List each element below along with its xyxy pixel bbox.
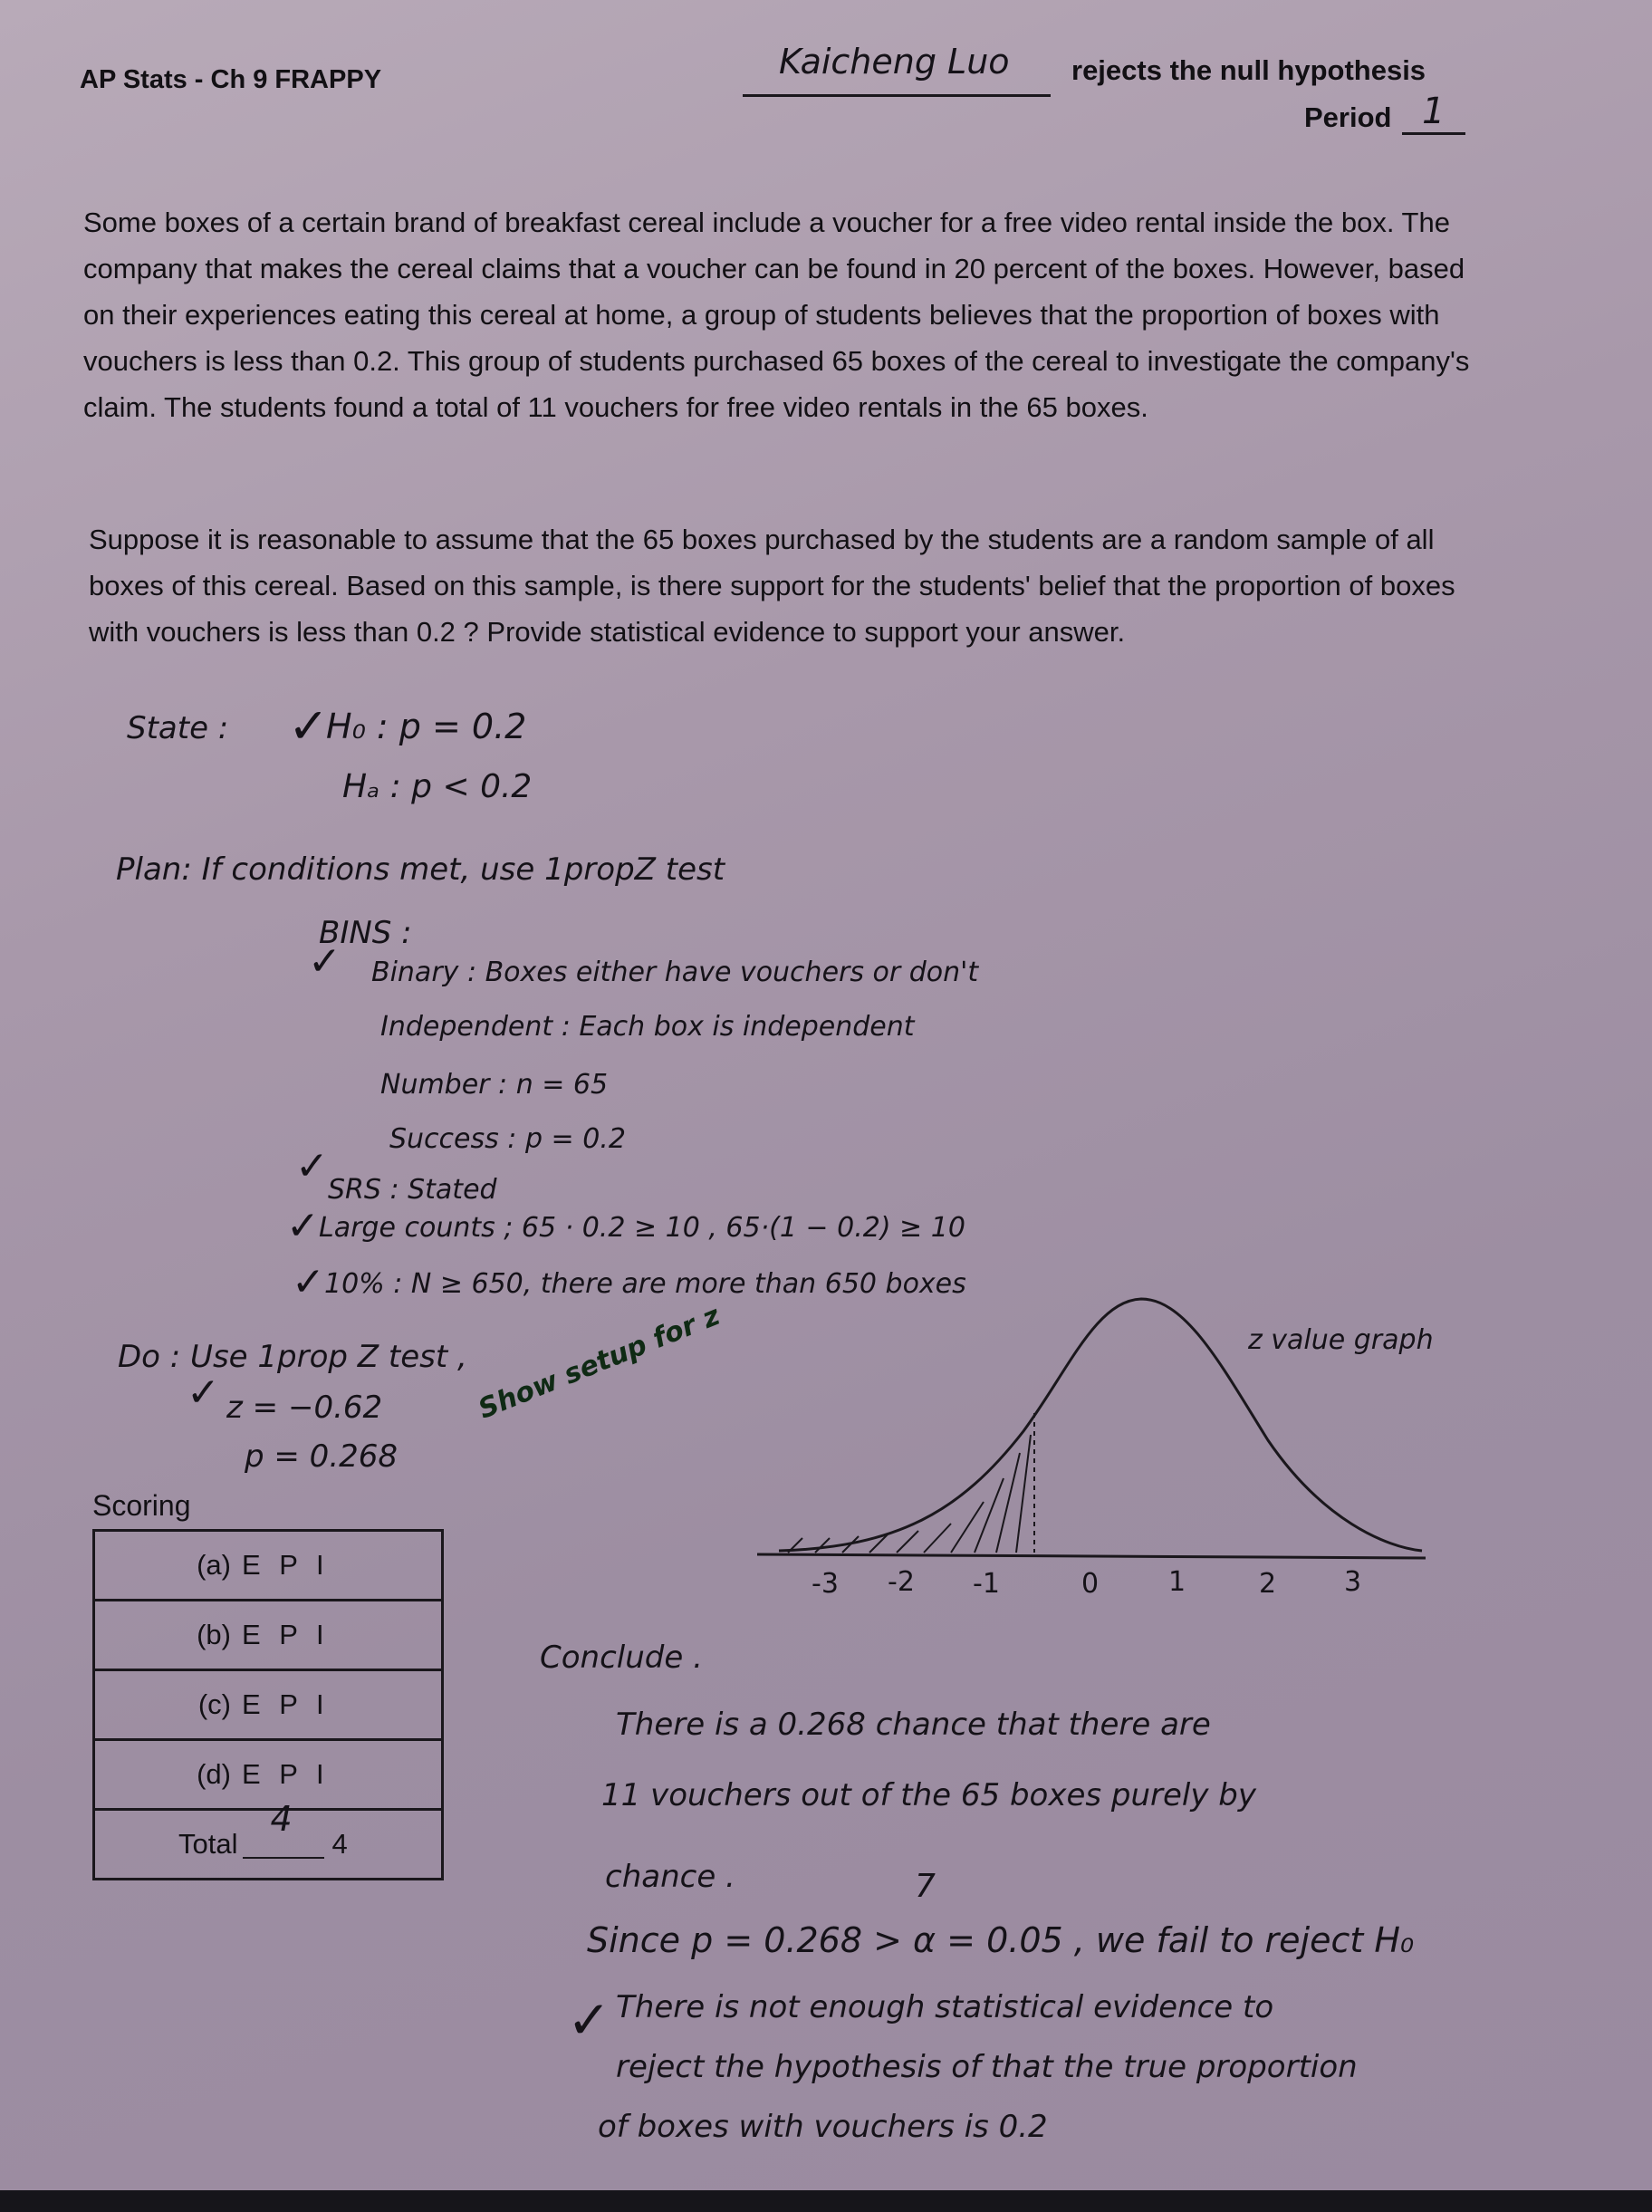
checkmark-icon: ✓ <box>288 697 330 755</box>
student-name: Kaicheng Luo <box>779 42 1010 82</box>
tick-label: 1 <box>1168 1566 1186 1594</box>
checkmark-icon: ✓ <box>286 1203 320 1249</box>
conclusion-line-1: There is a 0.268 chance that there are <box>616 1707 1211 1743</box>
axis-tick-labels <box>812 1566 1361 1594</box>
tick-label: -2 <box>888 1566 915 1594</box>
plan-line: Plan: If conditions met, use 1propZ test <box>116 851 725 888</box>
period-underline <box>1402 132 1465 135</box>
checkmark-icon: ✓ <box>308 938 341 985</box>
do-line: Do : Use 1prop Z test , <box>118 1339 467 1375</box>
score-row-label: (c) <box>197 1688 231 1720</box>
score-row-options: E P I <box>242 1688 330 1720</box>
conclusion-line-3: chance . <box>605 1859 735 1895</box>
tick-label: 2 <box>1259 1568 1277 1594</box>
shaded-tail <box>788 1435 1031 1553</box>
large-counts-condition: Large counts ; 65 · 0.2 ≥ 10 , 65·(1 − 0.2) ≥ 10 <box>319 1212 965 1244</box>
success-condition: Success : p = 0.2 <box>389 1123 626 1155</box>
score-row-label: (d) <box>197 1758 231 1790</box>
scoring-table <box>92 1529 444 1880</box>
conclude-label: Conclude . <box>540 1640 703 1676</box>
conclusion-line-2: 11 vouchers out of the 65 boxes purely by <box>601 1777 1256 1813</box>
score-row-options: E P I <box>242 1758 330 1790</box>
tick-label: 3 <box>1344 1566 1362 1594</box>
problem-paragraph-1: Some boxes of a certain brand of breakfast cereal include a voucher for a free video rental inside the box. The company that makes the cereal claims that a voucher can be found in 20 percent of the boxes. However, based on their experiences eating this cereal at home, a group of students believes that the proportion of boxes with vouchers is less than 0.2. This group of students purchased 65 boxes of the cereal to investigate the company's claim. The students found a total of 11 vouchers for free video rentals in the 65 boxes. <box>83 207 1470 423</box>
checkmark-icon: ✓ <box>567 1989 611 2051</box>
null-hypothesis: H₀ : p = 0.2 <box>326 707 527 746</box>
table-surface <box>0 2190 1652 2212</box>
score-row-d <box>95 1741 441 1811</box>
checkmark-icon: ✓ <box>295 1143 329 1189</box>
graph-axis <box>757 1554 1426 1558</box>
score-row-label: (a) <box>197 1549 231 1581</box>
tick-label: -1 <box>973 1568 1000 1594</box>
score-row-b <box>95 1601 441 1671</box>
z-distribution-graph <box>752 1286 1440 1594</box>
total-max: 4 <box>331 1828 348 1860</box>
p-value: p = 0.268 <box>245 1438 399 1475</box>
course-title: AP Stats - Ch 9 FRAPPY <box>80 65 382 94</box>
score-row-total <box>95 1799 441 1878</box>
total-blank <box>243 1799 324 1859</box>
checkmark-icon: ✓ <box>187 1370 220 1416</box>
conclusion-line-4: Since p = 0.268 > α = 0.05 , we fail to reject H₀ <box>587 1920 1415 1960</box>
seven-mark: 7 <box>915 1868 936 1905</box>
score-row-a <box>95 1532 441 1601</box>
problem-paragraph-2: Suppose it is reasonable to assume that the 65 boxes purchased by the students are a random sample of all boxes of this cereal. Based on this sample, is there support for the students' belief that the proportion of boxes with vouchers is less than 0.2 ? Provide statistical evidence to support your answer. <box>89 524 1455 648</box>
period-value: 1 <box>1422 91 1446 132</box>
srs-condition: SRS : Stated <box>328 1174 497 1206</box>
conclusion-line-7: of boxes with vouchers is 0.2 <box>598 2109 1048 2145</box>
independent-condition: Independent : Each box is independent <box>380 1011 915 1043</box>
binary-condition: Binary : Boxes either have vouchers or don't <box>371 957 979 988</box>
scoring-title: Scoring <box>92 1489 191 1522</box>
score-row-c <box>95 1671 441 1741</box>
checkmark-icon: ✓ <box>292 1259 325 1305</box>
ten-percent-condition: 10% : N ≥ 650, there are more than 650 boxes <box>324 1268 966 1300</box>
total-label: Total <box>178 1828 238 1860</box>
status-text: rejects the null hypothesis <box>1071 54 1426 86</box>
score-row-options: E P I <box>242 1549 330 1581</box>
alt-hypothesis: Hₐ : p < 0.2 <box>342 768 533 805</box>
tick-label: -3 <box>812 1568 839 1594</box>
name-underline <box>743 94 1051 97</box>
tick-label: 0 <box>1081 1568 1100 1594</box>
period-label: Period <box>1304 101 1392 133</box>
total-score: 4 <box>270 1799 293 1839</box>
normal-curve <box>779 1299 1422 1551</box>
score-row-label: (b) <box>197 1619 231 1650</box>
bins-heading: BINS : <box>319 915 412 951</box>
z-statistic: z = −0.62 <box>226 1390 383 1426</box>
score-row-options: E P I <box>242 1619 330 1650</box>
state-label: State : <box>127 710 229 746</box>
conclusion-line-5: There is not enough statistical evidence to <box>616 1989 1274 2025</box>
number-condition: Number : n = 65 <box>380 1069 609 1101</box>
teacher-feedback: Show setup for z <box>474 1299 725 1426</box>
graph-label: z value graph <box>1248 1324 1434 1356</box>
conclusion-line-6: reject the hypothesis of that the true proportion <box>616 2049 1358 2085</box>
